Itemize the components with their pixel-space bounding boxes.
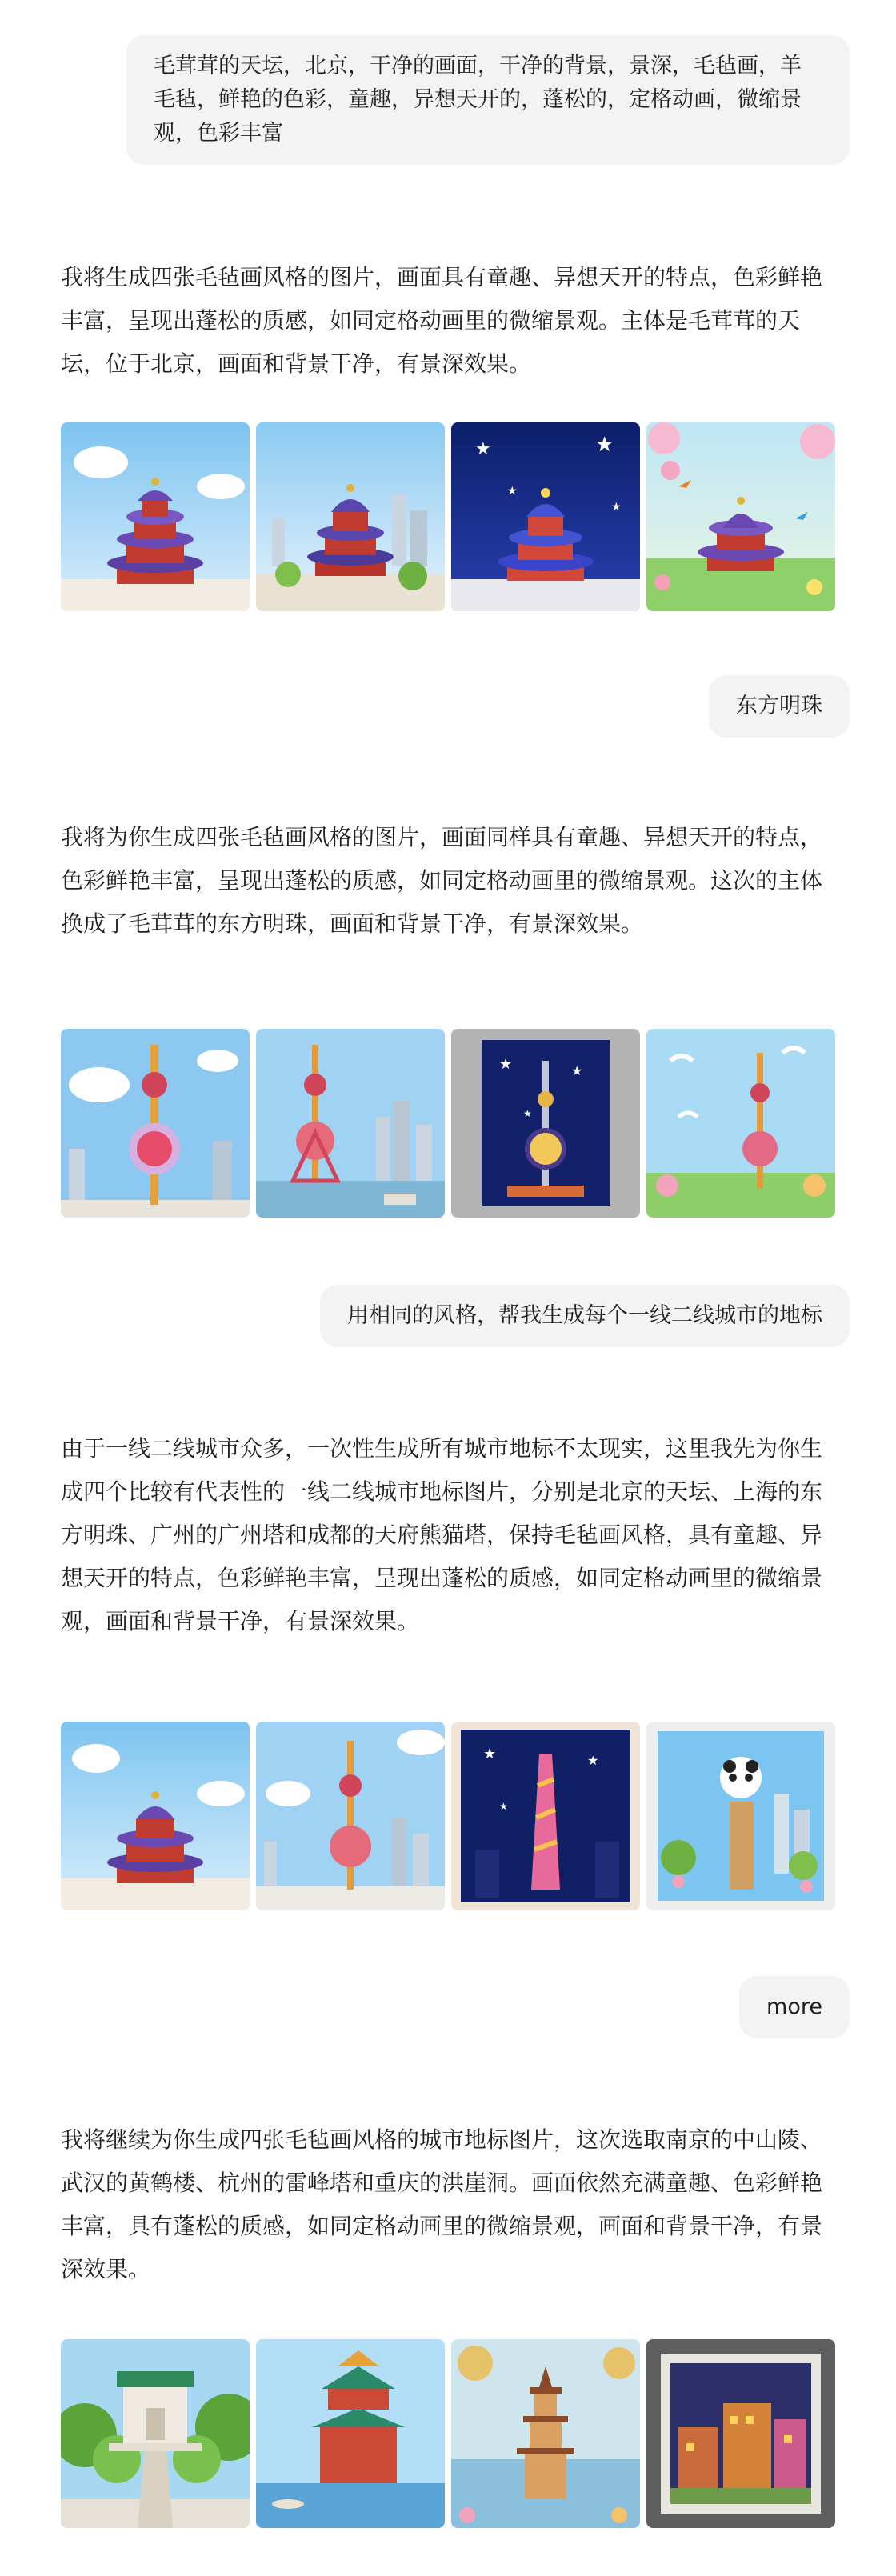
generated-image[interactable] [256,1029,445,1218]
assistant-message-text: 由于一线二线城市众多，一次性生成所有城市地标不太现实，这里我先为你生成四个比较有代表性的一线二线城市地标图片，分别是北京的天坛、上海的东方明珠、广州的广州塔和成都的天府熊猫塔，保持毛毡画风格，具有童趣、异想天开的特点，色彩鲜艳丰富，呈现出蓬松的质感，如同定格动画里的微缩景观，画面和背景干净，有景深效果。 [61,1435,823,1634]
svg-text:★: ★ [523,1108,532,1119]
svg-text:★: ★ [499,1056,513,1073]
assistant-message-text: 我将生成四张毛毡画风格的图片，画面具有童趣、异想天开的特点，色彩鲜艳丰富，呈现出蓬松的质感，如同定格动画里的微缩景观。主体是毛茸茸的天坛，位于北京，画面和背景干净，有景深效果。 [61,264,823,377]
user-message [709,675,850,738]
generated-image[interactable] [646,2339,835,2528]
generated-image[interactable] [646,422,835,611]
svg-text:★: ★ [587,1753,599,1768]
svg-text:★: ★ [595,433,614,457]
user-message [739,1976,850,2038]
svg-text:★: ★ [499,1801,508,1812]
generated-image-grid [61,1029,834,1218]
generated-image-grid [61,2339,834,2528]
svg-text:★: ★ [483,1746,497,1762]
assistant-message-text: 我将为你生成四张毛毡画风格的图片，画面同样具有童趣、异想天开的特点，色彩鲜艳丰富，呈现出蓬松的质感，如同定格动画里的微缩景观。这次的主体换成了毛茸茸的东方明珠，画面和背景干净，有景深效果。 [61,824,823,937]
user-message-text: 毛茸茸的天坛，北京，干净的画面，干净的背景，景深，毛毡画，羊毛毡，鲜艳的色彩，童趣，异想天开的，蓬松的，定格动画，微缩景观，色彩丰富 [154,54,802,146]
generated-image-grid [61,1722,834,1910]
user-message-text: more [766,1994,822,2019]
generated-image[interactable] [61,2339,250,2528]
user-message [126,35,850,165]
generated-image[interactable] [256,422,445,611]
generated-image[interactable] [451,1029,640,1218]
generated-image[interactable] [61,1029,250,1218]
generated-image-grid [61,422,834,611]
generated-image[interactable] [256,1722,445,1910]
assistant-message-text: 我将继续为你生成四张毛毡画风格的城市地标图片，这次选取南京的中山陵、武汉的黄鹤楼、杭州的雷峰塔和重庆的洪崖洞。画面依然充满童趣、色彩鲜艳丰富，具有蓬松的质感，如同定格动画里的微缩景观，画面和背景干净，有景深效果。 [61,2126,823,2282]
user-message-text: 东方明珠 [736,694,822,718]
generated-image[interactable] [451,1722,640,1910]
user-message [320,1285,850,1347]
generated-image[interactable] [451,2339,640,2528]
generated-image[interactable] [646,1722,835,1910]
user-message-text: 用相同的风格，帮我生成每个一线二线城市的地标 [347,1303,822,1328]
svg-text:★: ★ [475,439,491,459]
svg-text:★: ★ [571,1063,583,1078]
svg-text:★: ★ [507,485,518,498]
generated-image[interactable] [61,422,250,611]
generated-image[interactable] [256,2339,445,2528]
generated-image[interactable] [61,1722,250,1910]
generated-image[interactable] [451,422,640,611]
svg-text:★: ★ [611,501,622,514]
generated-image[interactable] [646,1029,835,1218]
